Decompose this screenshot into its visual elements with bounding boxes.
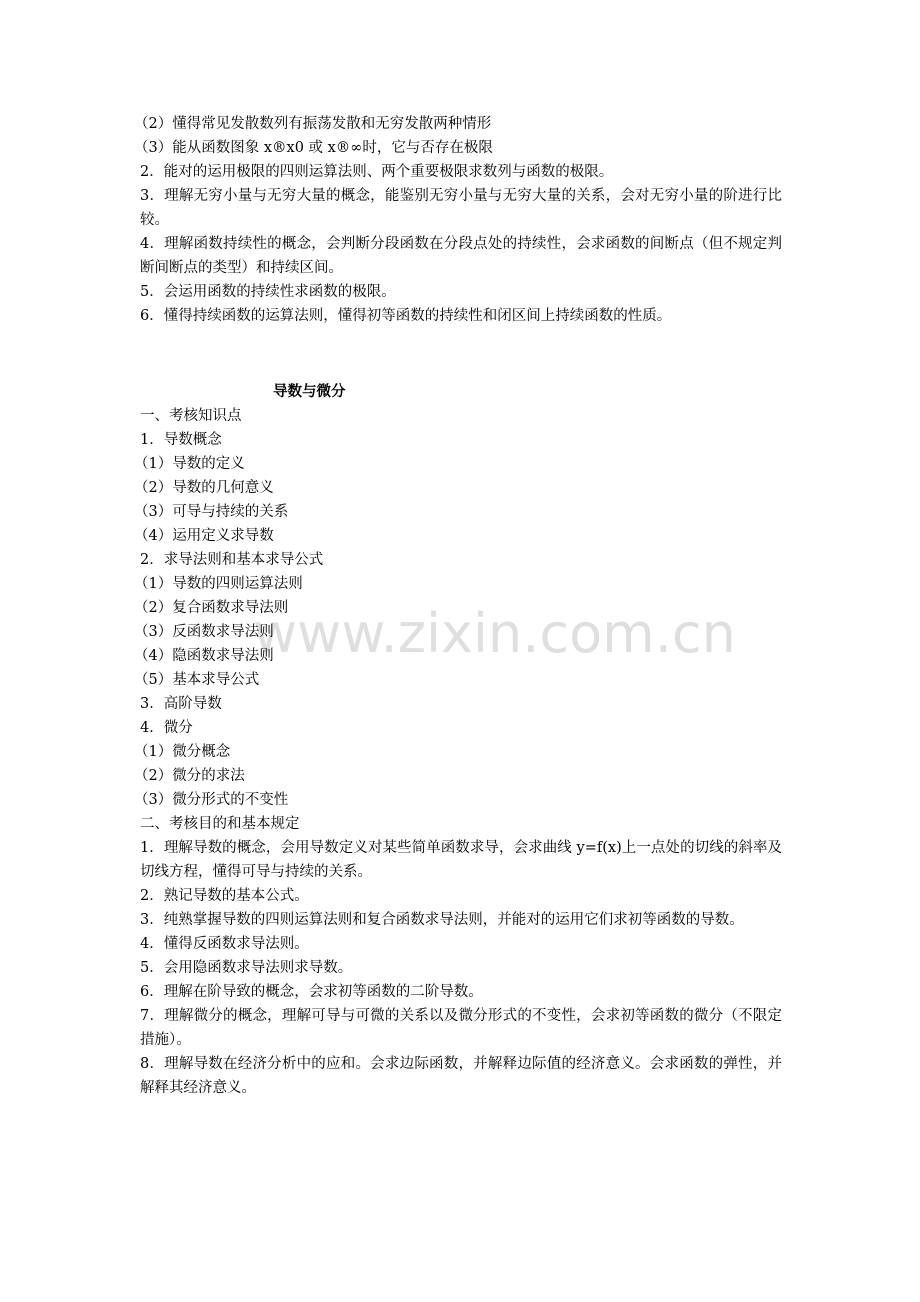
list-item: 2．求导法则和基本求导公式 [140, 552, 324, 568]
list-item: （1）微分概念 [134, 744, 231, 760]
text-paragraph: 3．理解无穷小量与无穷大量的概念，能鉴别无穷小量与无穷大量的关系，会对无穷小量的阶进行比较。 [140, 188, 782, 228]
list-item: （4）隐函数求导法则 [134, 648, 274, 664]
list-item: （3）微分形式的不变性 [134, 792, 289, 808]
text-line: 5．会用隐函数求导法则求导数。 [140, 960, 353, 976]
text-line: （2）懂得常见发散数列有振荡发散和无穷发散两种情形 [134, 116, 492, 132]
list-item: （3）反函数求导法则 [134, 624, 274, 640]
list-item: （4）运用定义求导数 [134, 528, 274, 544]
list-item: 1．导数概念 [140, 432, 222, 448]
subsection-heading: 二、考核目的和基本规定 [140, 816, 300, 832]
watermark: www.zixin.com.cn [253, 602, 736, 665]
list-item: （2）微分的求法 [134, 768, 245, 784]
list-item: （2）导数的几何意义 [134, 480, 274, 496]
text-line: 6．懂得持续函数的运算法则，懂得初等函数的持续性和闭区间上持续函数的性质。 [140, 308, 672, 324]
text-paragraph: 3．纯熟掌握导数的四则运算法则和复合函数求导法则，并能对的运用它们求初等函数的导数。 [140, 912, 744, 928]
text-line: 2．熟记导数的基本公式。 [140, 888, 309, 904]
list-item: 4．微分 [140, 720, 193, 736]
list-item: （1）导数的定义 [134, 456, 245, 472]
spacer [140, 328, 782, 376]
text-line: 6．理解在阶导致的概念，会求初等函数的二阶导数。 [140, 984, 483, 1000]
text-paragraph: 7．理解微分的概念，理解可导与可微的关系以及微分形式的不变性，会求初等函数的微分（不限定措施）。 [140, 1008, 782, 1048]
subsection-heading: 一、考核知识点 [140, 408, 242, 424]
text-line: （3）能从函数图象 x®x0 或 x®∞时，它与否存在极限 [134, 140, 493, 156]
list-item: （1）导数的四则运算法则 [134, 576, 303, 592]
list-item: （2）复合函数求导法则 [134, 600, 289, 616]
list-item: （3）可导与持续的关系 [134, 504, 289, 520]
section-title: 导数与微分 [273, 383, 346, 400]
text-line: 2．能对的运用极限的四则运算法则、两个重要极限求数列与函数的极限。 [140, 164, 614, 180]
list-item: （5）基本求导公式 [134, 672, 260, 688]
text-paragraph: 8．理解导数在经济分析中的应和。会求边际函数，并解释边际值的经济意义。会求函数的弹性，并解释其经济意义。 [140, 1056, 782, 1096]
text-paragraph: 1．理解导数的概念，会用导数定义对某些简单函数求导，会求曲线 y=f(x)上一点处的切线的斜率及切线方程，懂得可导与持续的关系。 [140, 840, 782, 880]
text-line: 4．懂得反函数求导法则。 [140, 936, 309, 952]
text-line: 5．会运用函数的持续性求函数的极限。 [140, 284, 396, 300]
text-paragraph: 4．理解函数持续性的概念，会判断分段函数在分段点处的持续性，会求函数的间断点（但不规定判断间断点的类型）和持续区间。 [140, 236, 782, 276]
list-item: 3．高阶导数 [140, 696, 222, 712]
